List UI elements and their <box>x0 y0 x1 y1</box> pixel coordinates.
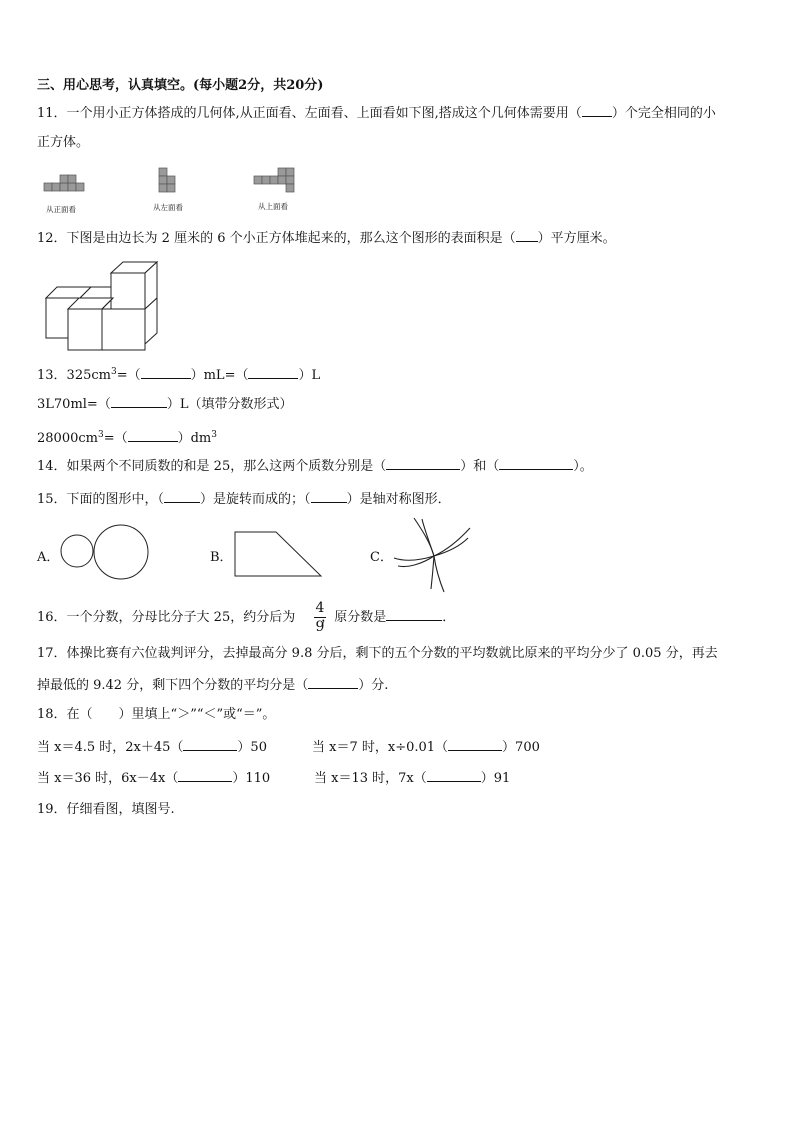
q16-line: 16．一个分数，分母比分子大 25，约分后为 ，原分数是 ． <box>37 610 456 625</box>
q19-line: 19．仔细看图，填图号. <box>37 802 175 817</box>
q18-blank-3[interactable] <box>178 769 232 782</box>
q15-line: 15．下面的图形中，（ ）是旋转而成的；（ ）是轴对称图形． <box>37 492 451 507</box>
q13-blank-dm3[interactable] <box>128 429 178 442</box>
q18-blank-2[interactable] <box>448 738 502 751</box>
fraction-denominator: 9 <box>315 619 325 635</box>
q18-row1-left: 当 x＝4.5 时，2x＋45（ ）50 <box>37 740 267 755</box>
q17-line2: 掉最低的 9.42 分，剩下四个分数的平均分是（ ）分. <box>37 678 389 693</box>
q18-blank-1[interactable] <box>183 738 237 751</box>
q13-line2: 3L70ml=（ ）L（填带分数形式） <box>37 397 293 412</box>
option-a-label: A． <box>37 550 60 565</box>
q18-row1-right: 当 x＝7 时，x÷0.01（ ）700 <box>312 740 540 755</box>
q11-line2: 正方体。 <box>37 135 90 150</box>
q13-blank-ml[interactable] <box>141 366 191 379</box>
option-c-pinwheel[interactable] <box>392 516 474 594</box>
fraction-numerator: 4 <box>315 600 325 616</box>
option-b-trapezoid[interactable] <box>234 531 326 579</box>
q13-blank-l[interactable] <box>248 366 298 379</box>
q13-line1: 13．$325cm^3=$（ ）mL=（ ）L <box>37 367 321 383</box>
q11-blank[interactable] <box>582 104 612 117</box>
q17-blank[interactable] <box>308 676 358 689</box>
front-view-figure <box>44 171 88 196</box>
q18-title: 18．在（ ）里填上“＞”“＜”或“＝”。 <box>37 707 276 722</box>
left-view-label: 从左面看 <box>153 203 183 212</box>
q15-blank-1[interactable] <box>164 490 200 503</box>
q16-blank[interactable] <box>386 608 442 621</box>
front-view-label: 从正面看 <box>46 205 76 214</box>
q12-blank[interactable] <box>516 229 538 242</box>
q12-line: 12．下图是由边长为 2 厘米的 6 个小正方体堆起来的，那么这个图形的表面积是（ ）平方厘米。 <box>37 231 616 246</box>
q14-line: 14．如果两个不同质数的和是 25，那么这两个质数分别是（ ）和（ ）。 <box>37 459 593 474</box>
q18-row2-right: 当 x＝13 时，7x（ ）91 <box>314 771 511 786</box>
cube-stack-figure <box>44 261 159 356</box>
top-view-label: 从上面看 <box>258 202 288 211</box>
q14-blank-1[interactable] <box>386 457 460 470</box>
q17-line1: 17．体操比赛有六位裁判评分，去掉最高分 9.8 分后，剩下的五个分数的平均数就比原来的平均分少了 0.05 分，再去 <box>37 646 718 661</box>
section-title: 三、用心思考，认真填空。(每小题2分，共20分) <box>37 78 324 93</box>
q14-blank-2[interactable] <box>499 457 573 470</box>
q15-blank-2[interactable] <box>311 490 347 503</box>
q11-line1: 11．一个用小正方体搭成的几何体,从正面看、左面看、上面看如下图,搭成这个几何体需要用（ ）个完全相同的小 <box>37 106 716 121</box>
q13-line3: $28000cm^3=$（ ）$dm^3$ <box>37 430 217 446</box>
q13-blank-mixed[interactable] <box>111 395 167 408</box>
q18-row2-left: 当 x＝36 时，6x－4x（ ）110 <box>37 771 271 786</box>
option-a-circles[interactable] <box>60 524 152 580</box>
left-view-figure <box>159 168 183 196</box>
option-c-label: C． <box>370 550 393 565</box>
q18-blank-4[interactable] <box>427 769 481 782</box>
top-view-figure <box>254 168 298 196</box>
option-b-label: B． <box>210 550 233 565</box>
fraction-4-9 <box>311 600 329 635</box>
